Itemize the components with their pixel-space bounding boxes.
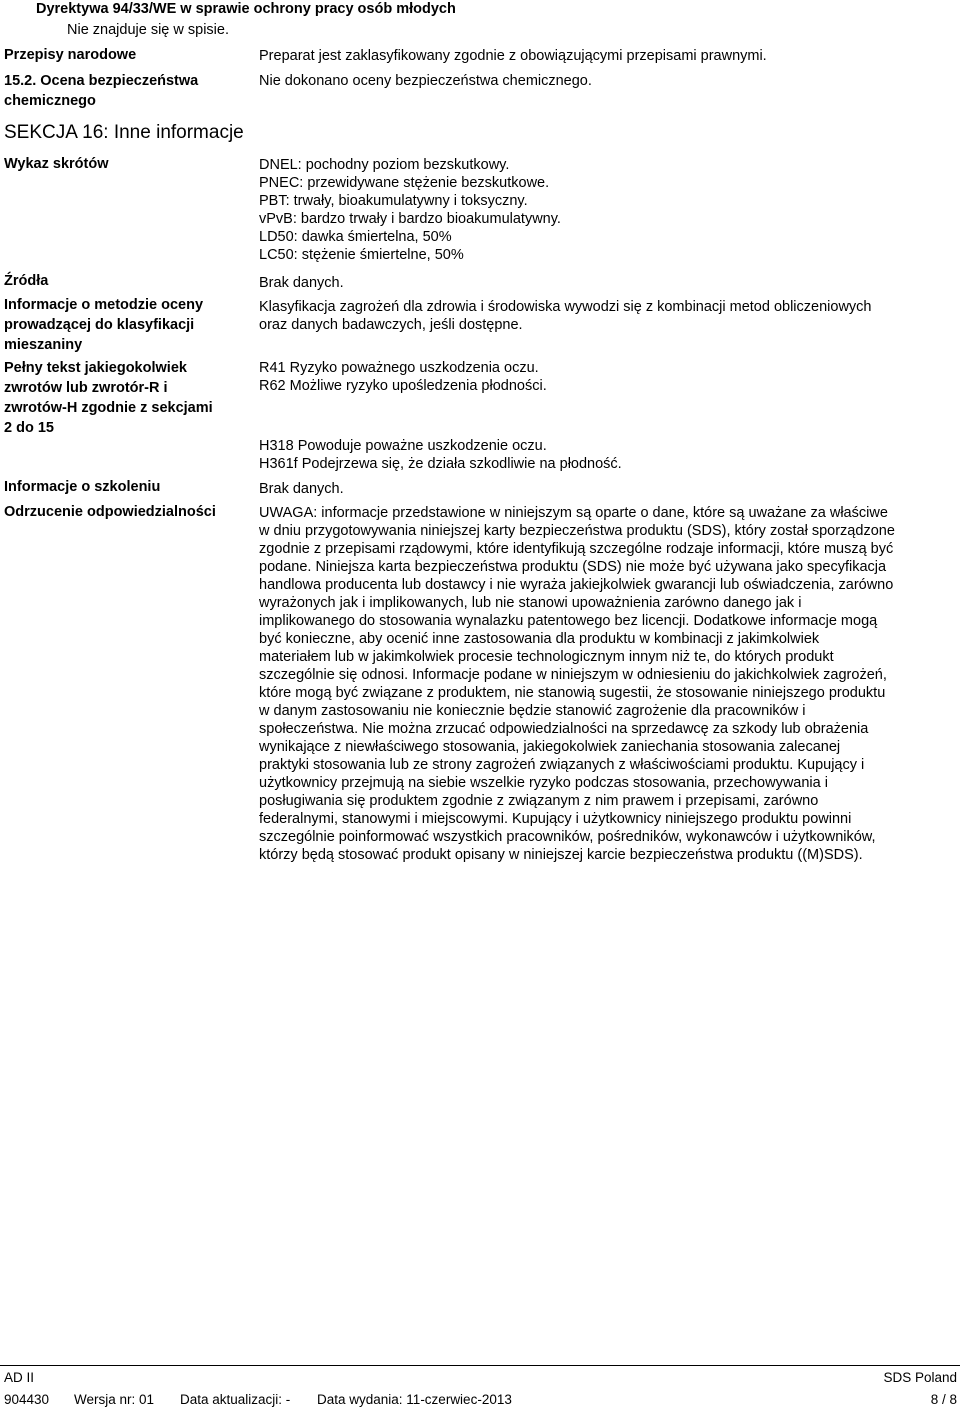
- disclaimer-line: podane. Niniejsza karta bezpieczeństwa produktu (SDS) nie może być używana jako specyfikacja: [259, 559, 887, 575]
- national-label: Przepisy narodowe: [4, 47, 137, 63]
- directive-label: Dyrektywa 94/33/WE w sprawie ochrony pracy osób młodych: [36, 1, 456, 17]
- r-phrase: R41 Ryzyko poważnego uszkodzenia oczu.: [259, 360, 539, 376]
- abbr-item: vPvB: bardzo trwały i bardzo bioakumulatywny.: [259, 211, 561, 227]
- footer-page-number: 8 / 8: [930, 1392, 957, 1407]
- training-label: Informacje o szkoleniu: [4, 479, 161, 495]
- training-value: Brak danych.: [259, 481, 344, 497]
- method-value: [259, 298, 959, 334]
- phrases-label-line: Pełny tekst jakiegokolwiek: [4, 360, 187, 376]
- phrases-label: [4, 358, 244, 438]
- sources-label: Źródła: [4, 273, 49, 289]
- disclaimer-line: zgodnie z przepisami rządowymi, które identyfikują szczególne rodzaje informacji, które muszą być: [259, 541, 894, 557]
- disclaimer-line: posługiwania się produktem zgodnie z związanym z nim prawem i przepisami, zarówno: [259, 793, 819, 809]
- disclaimer-line: federalnymi, stanowymi i miejscowymi. Kupujący i użytkownicy niniejszego produktu powinni: [259, 811, 852, 827]
- disclaimer-line: wyrażonych jak i implikowanych, lub nie stanowi upoważnienia zarówno danego jak i: [259, 595, 802, 611]
- disclaimer-line: społeczeństwa. Nie można zrzucać odpowiedzialności na sprzedawcę za szkody lub obrażenia: [259, 721, 869, 737]
- footer-issue-date: Data wydania: 11-czerwiec-2013: [317, 1392, 512, 1407]
- h-phrase: H361f Podejrzewa się, że działa szkodliwie na płodność.: [259, 456, 622, 472]
- disclaimer-label: Odrzucenie odpowiedzialności: [4, 504, 216, 520]
- phrases-label-line: zwrotów lub zwrotór-R i: [4, 380, 168, 396]
- footer-ad: AD II: [4, 1370, 35, 1385]
- sources-value: Brak danych.: [259, 275, 344, 291]
- disclaimer-text: [259, 504, 959, 864]
- method-value-line: Klasyfikacja zagrożeń dla zdrowia i środowiska wywodzi się z kombinacji metod obliczeniowych: [259, 299, 872, 315]
- method-label: [4, 295, 244, 355]
- section-title: SEKCJA 16: Inne informacje: [4, 122, 244, 143]
- disclaimer-line: wynikające z niewłaściwego stosowania, jakiegokolwiek zaniechania stosowania zalecanej: [259, 739, 841, 755]
- disclaimer-line: implikowanego do stosowania wynalazku patentowego bez licencji. Dodatkowe informacje mogą: [259, 613, 878, 629]
- disclaimer-line: szczególnie poinformować wszystkich pracowników, pośredników, wykonawców i użytkowników,: [259, 829, 876, 845]
- phrases-label-line: 2 do 15: [4, 420, 54, 436]
- assessment-label-line: 15.2. Ocena bezpieczeństwa: [4, 73, 199, 89]
- assessment-value: Nie dokonano oceny bezpieczeństwa chemicznego.: [259, 73, 592, 89]
- disclaimer-line: materiałem lub w jakimkolwiek procesie technologicznym innym niż te, do których produkt: [259, 649, 834, 665]
- method-label-line: prowadzącej do klasyfikacji: [4, 317, 195, 333]
- disclaimer-line: handlowa producenta lub dostawcy i nie wyraża jakiejkolwiek gwarancji lub oświadczenia, zarówno: [259, 577, 894, 593]
- footer-sds-country: SDS Poland: [883, 1370, 957, 1385]
- assessment-label-line: chemicznego: [4, 93, 96, 109]
- disclaimer-line: szczególnie się odnosi. Informacje podane w niniejszym w odniesieniu do jakichkolwiek zagrożeń,: [259, 667, 887, 683]
- abbr-item: DNEL: pochodny poziom bezskutkowy.: [259, 157, 510, 173]
- disclaimer-line: praktyki stosowania lub ze strony zagrożeń związanych z właściwościami produktu. Kupujący i: [259, 757, 865, 773]
- abbr-item: LC50: stężenie śmiertelne, 50%: [259, 247, 464, 263]
- abbr-item: PBT: trwały, bioakumulatywny i toksyczny.: [259, 193, 528, 209]
- disclaimer-line: w dniu przygotowywania niniejszej karty bezpieczeństwa produktu (SDS), który został sporządzone: [259, 523, 895, 539]
- r-phrase: R62 Możliwe ryzyko upośledzenia płodności.: [259, 378, 547, 394]
- footer-divider: [0, 1365, 960, 1366]
- disclaimer-line: które mogą być związane z produktem, nie stanowią sugestii, że stosowanie niniejszego produktu: [259, 685, 886, 701]
- national-value: Preparat jest zaklasyfikowany zgodnie z obowiązującymi przepisami prawnymi.: [259, 48, 767, 64]
- disclaimer-line: w danym zastosowaniu nie koniecznie będzie stanowić zagrożenie dla pracowników i: [259, 703, 806, 719]
- method-value-line: oraz danych badawczych, jeśli dostępne.: [259, 317, 523, 333]
- disclaimer-line: być konieczne, aby ocenić inne zastosowania dla produktu w kombinacji z jakimkolwiek: [259, 631, 820, 647]
- footer-update-date: Data aktualizacji: -: [180, 1392, 291, 1407]
- abbr-list: [259, 156, 959, 264]
- r-phrases: [259, 359, 959, 395]
- disclaimer-line: UWAGA: informacje przedstawione w niniejszym są oparte o dane, które są uważane za właściwe: [259, 505, 888, 521]
- directive-value: Nie znajduje się w spisie.: [67, 22, 229, 38]
- h-phrases: [259, 437, 959, 473]
- abbr-item: PNEC: przewidywane stężenie bezskutkowe.: [259, 175, 550, 191]
- abbr-item: LD50: dawka śmiertelna, 50%: [259, 229, 452, 245]
- assessment-label: [4, 71, 198, 111]
- disclaimer-line: którzy będą stosować produkt opisany w niniejszej karcie bezpieczeństwa produktu ((M)SDS).: [259, 847, 863, 863]
- footer-code: 904430: [4, 1392, 50, 1407]
- disclaimer-line: użytkownicy przejmują na siebie wszelkie ryzyko podczas stosowania, przechowywania i: [259, 775, 828, 791]
- method-label-line: Informacje o metodzie oceny: [4, 297, 204, 313]
- method-label-line: mieszaniny: [4, 337, 83, 353]
- footer-version: Wersja nr: 01: [74, 1392, 155, 1407]
- phrases-label-line: zwrotów-H zgodnie z sekcjami: [4, 400, 213, 416]
- h-phrase: H318 Powoduje poważne uszkodzenie oczu.: [259, 438, 547, 454]
- abbr-label: Wykaz skrótów: [4, 156, 109, 172]
